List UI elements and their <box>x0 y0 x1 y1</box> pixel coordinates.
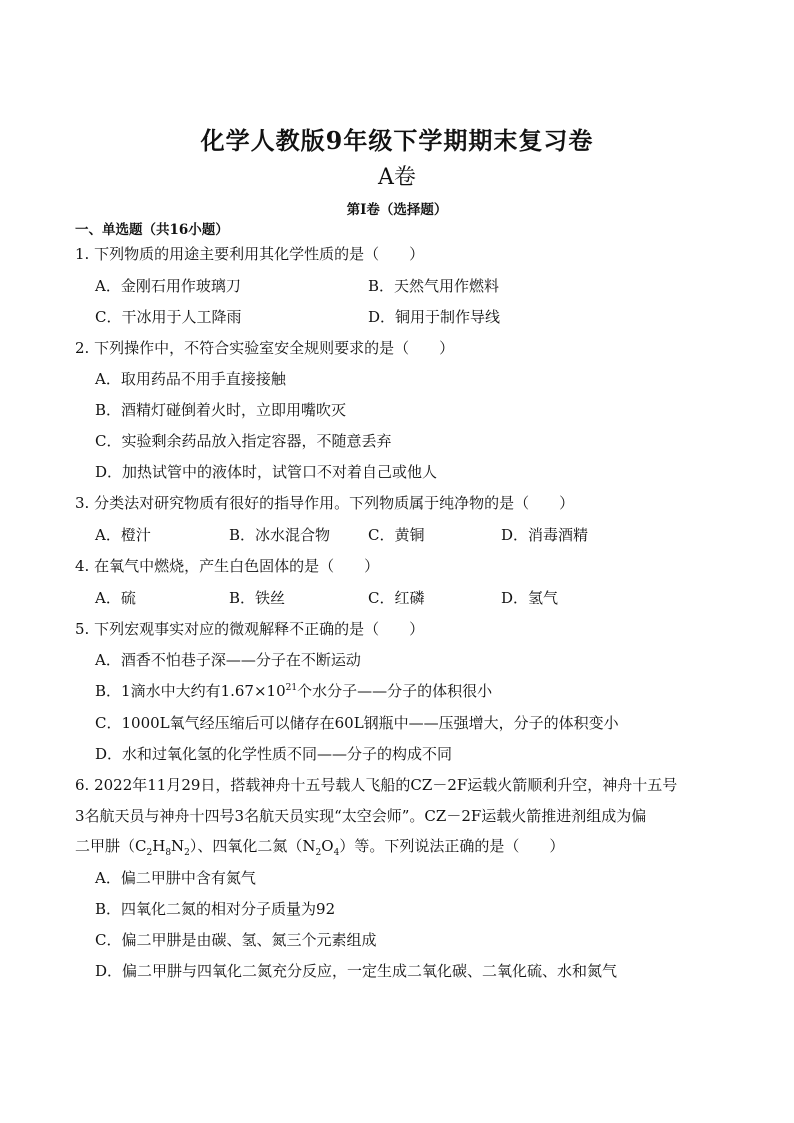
question-4-option-b: B．铁丝 <box>229 589 286 607</box>
question-1-option-c: C．干冰用于人工降雨 <box>95 308 242 326</box>
document-title: 化学人教版9年级下学期期末复习卷 <box>200 126 594 155</box>
question-6-option-b: B．四氧化二氮的相对分子质量为92 <box>95 900 336 918</box>
question-1-option-a: A．金刚石用作玻璃刀 <box>95 277 241 295</box>
document-subtitle: A卷 <box>378 165 416 190</box>
question-3-option-c: C．黄铜 <box>368 526 425 544</box>
question-5-option-b-text-end: 个水分子——分子的体积很小 <box>297 682 493 700</box>
question-5-option-b <box>95 681 492 701</box>
text-segment: ）等。下列说法正确的是（ ） <box>339 837 565 855</box>
subscript: 8 <box>165 848 172 858</box>
section-heading: 一、单选题（共16小题） <box>75 222 229 238</box>
question-3-option-b: B．冰水混合物 <box>229 526 331 544</box>
subscript: 2 <box>315 848 322 858</box>
question-4-option-d: D．氢气 <box>501 589 559 607</box>
question-5-option-c: C．1000L氧气经压缩后可以储存在60L钢瓶中——压强增大，分子的体积变小 <box>95 714 619 732</box>
question-5-option-b-text: B．1滴水中大约有1.67×10 <box>95 682 286 700</box>
question-2-option-c: C．实验剩余药品放入指定容器，不随意丢弃 <box>95 432 392 450</box>
text-segment: ）、四氧化二氮（N <box>189 837 316 855</box>
exponent: 21 <box>285 683 298 693</box>
question-3-option-a: A．橙汁 <box>95 526 151 544</box>
question-4-option-c: C．红磷 <box>368 589 425 607</box>
question-6-stem-line-2: 3名航天员与神舟十四号3名航天员实现“太空会师”。CZ－2F运载火箭推进剂组成为偏 <box>75 807 647 825</box>
question-4-stem: 4. 在氧气中燃烧，产生白色固体的是（ ） <box>75 557 380 575</box>
question-2-option-d: D．加热试管中的液体时，试管口不对着自己或他人 <box>95 463 438 481</box>
question-1-stem: 1. 下列物质的用途主要利用其化学性质的是（ ） <box>75 245 425 263</box>
subscript: 2 <box>184 848 190 858</box>
text-segment: O <box>321 837 334 855</box>
text-segment: 二甲肼（C <box>75 837 147 855</box>
question-2-stem: 2. 下列操作中，不符合实验室安全规则要求的是（ ） <box>75 339 455 357</box>
question-6-stem-line-3 <box>75 836 564 856</box>
question-2-option-b: B．酒精灯碰倒着火时，立即用嘴吹灭 <box>95 401 347 419</box>
question-2-option-a: A．取用药品不用手直接接触 <box>95 370 286 388</box>
question-6-option-d: D．偏二甲肼与四氧化二氮充分反应，一定生成二氧化碳、二氧化硫、水和氮气 <box>95 962 618 980</box>
text-segment: N <box>171 837 185 855</box>
question-5-option-d: D．水和过氧化氢的化学性质不同——分子的构成不同 <box>95 745 453 763</box>
question-3-option-d: D．消毒酒精 <box>501 526 589 544</box>
part-heading: 第I卷（选择题） <box>346 202 448 218</box>
question-1-option-d: D．铜用于制作导线 <box>368 308 501 326</box>
question-6-option-a: A．偏二甲肼中含有氮气 <box>95 869 256 887</box>
question-6-stem-line-1: 6. 2022年11月29日，搭载神舟十五号载人飞船的CZ－2F运载火箭顺利升空，神舟十五号 <box>75 776 678 794</box>
question-1-option-b: B．天然气用作燃料 <box>368 277 500 295</box>
question-5-stem: 5. 下列宏观事实对应的微观解释不正确的是（ ） <box>75 620 425 638</box>
question-3-stem: 3. 分类法对研究物质有很好的指导作用。下列物质属于纯净物的是（ ） <box>75 494 575 512</box>
subscript: 2 <box>146 848 153 858</box>
question-6-option-c: C．偏二甲肼是由碳、氢、氮三个元素组成 <box>95 931 377 949</box>
text-segment: H <box>152 837 166 855</box>
question-4-option-a: A．硫 <box>95 589 136 607</box>
subscript: 4 <box>333 848 340 858</box>
question-5-option-a: A．酒香不怕巷子深——分子在不断运动 <box>95 651 361 669</box>
